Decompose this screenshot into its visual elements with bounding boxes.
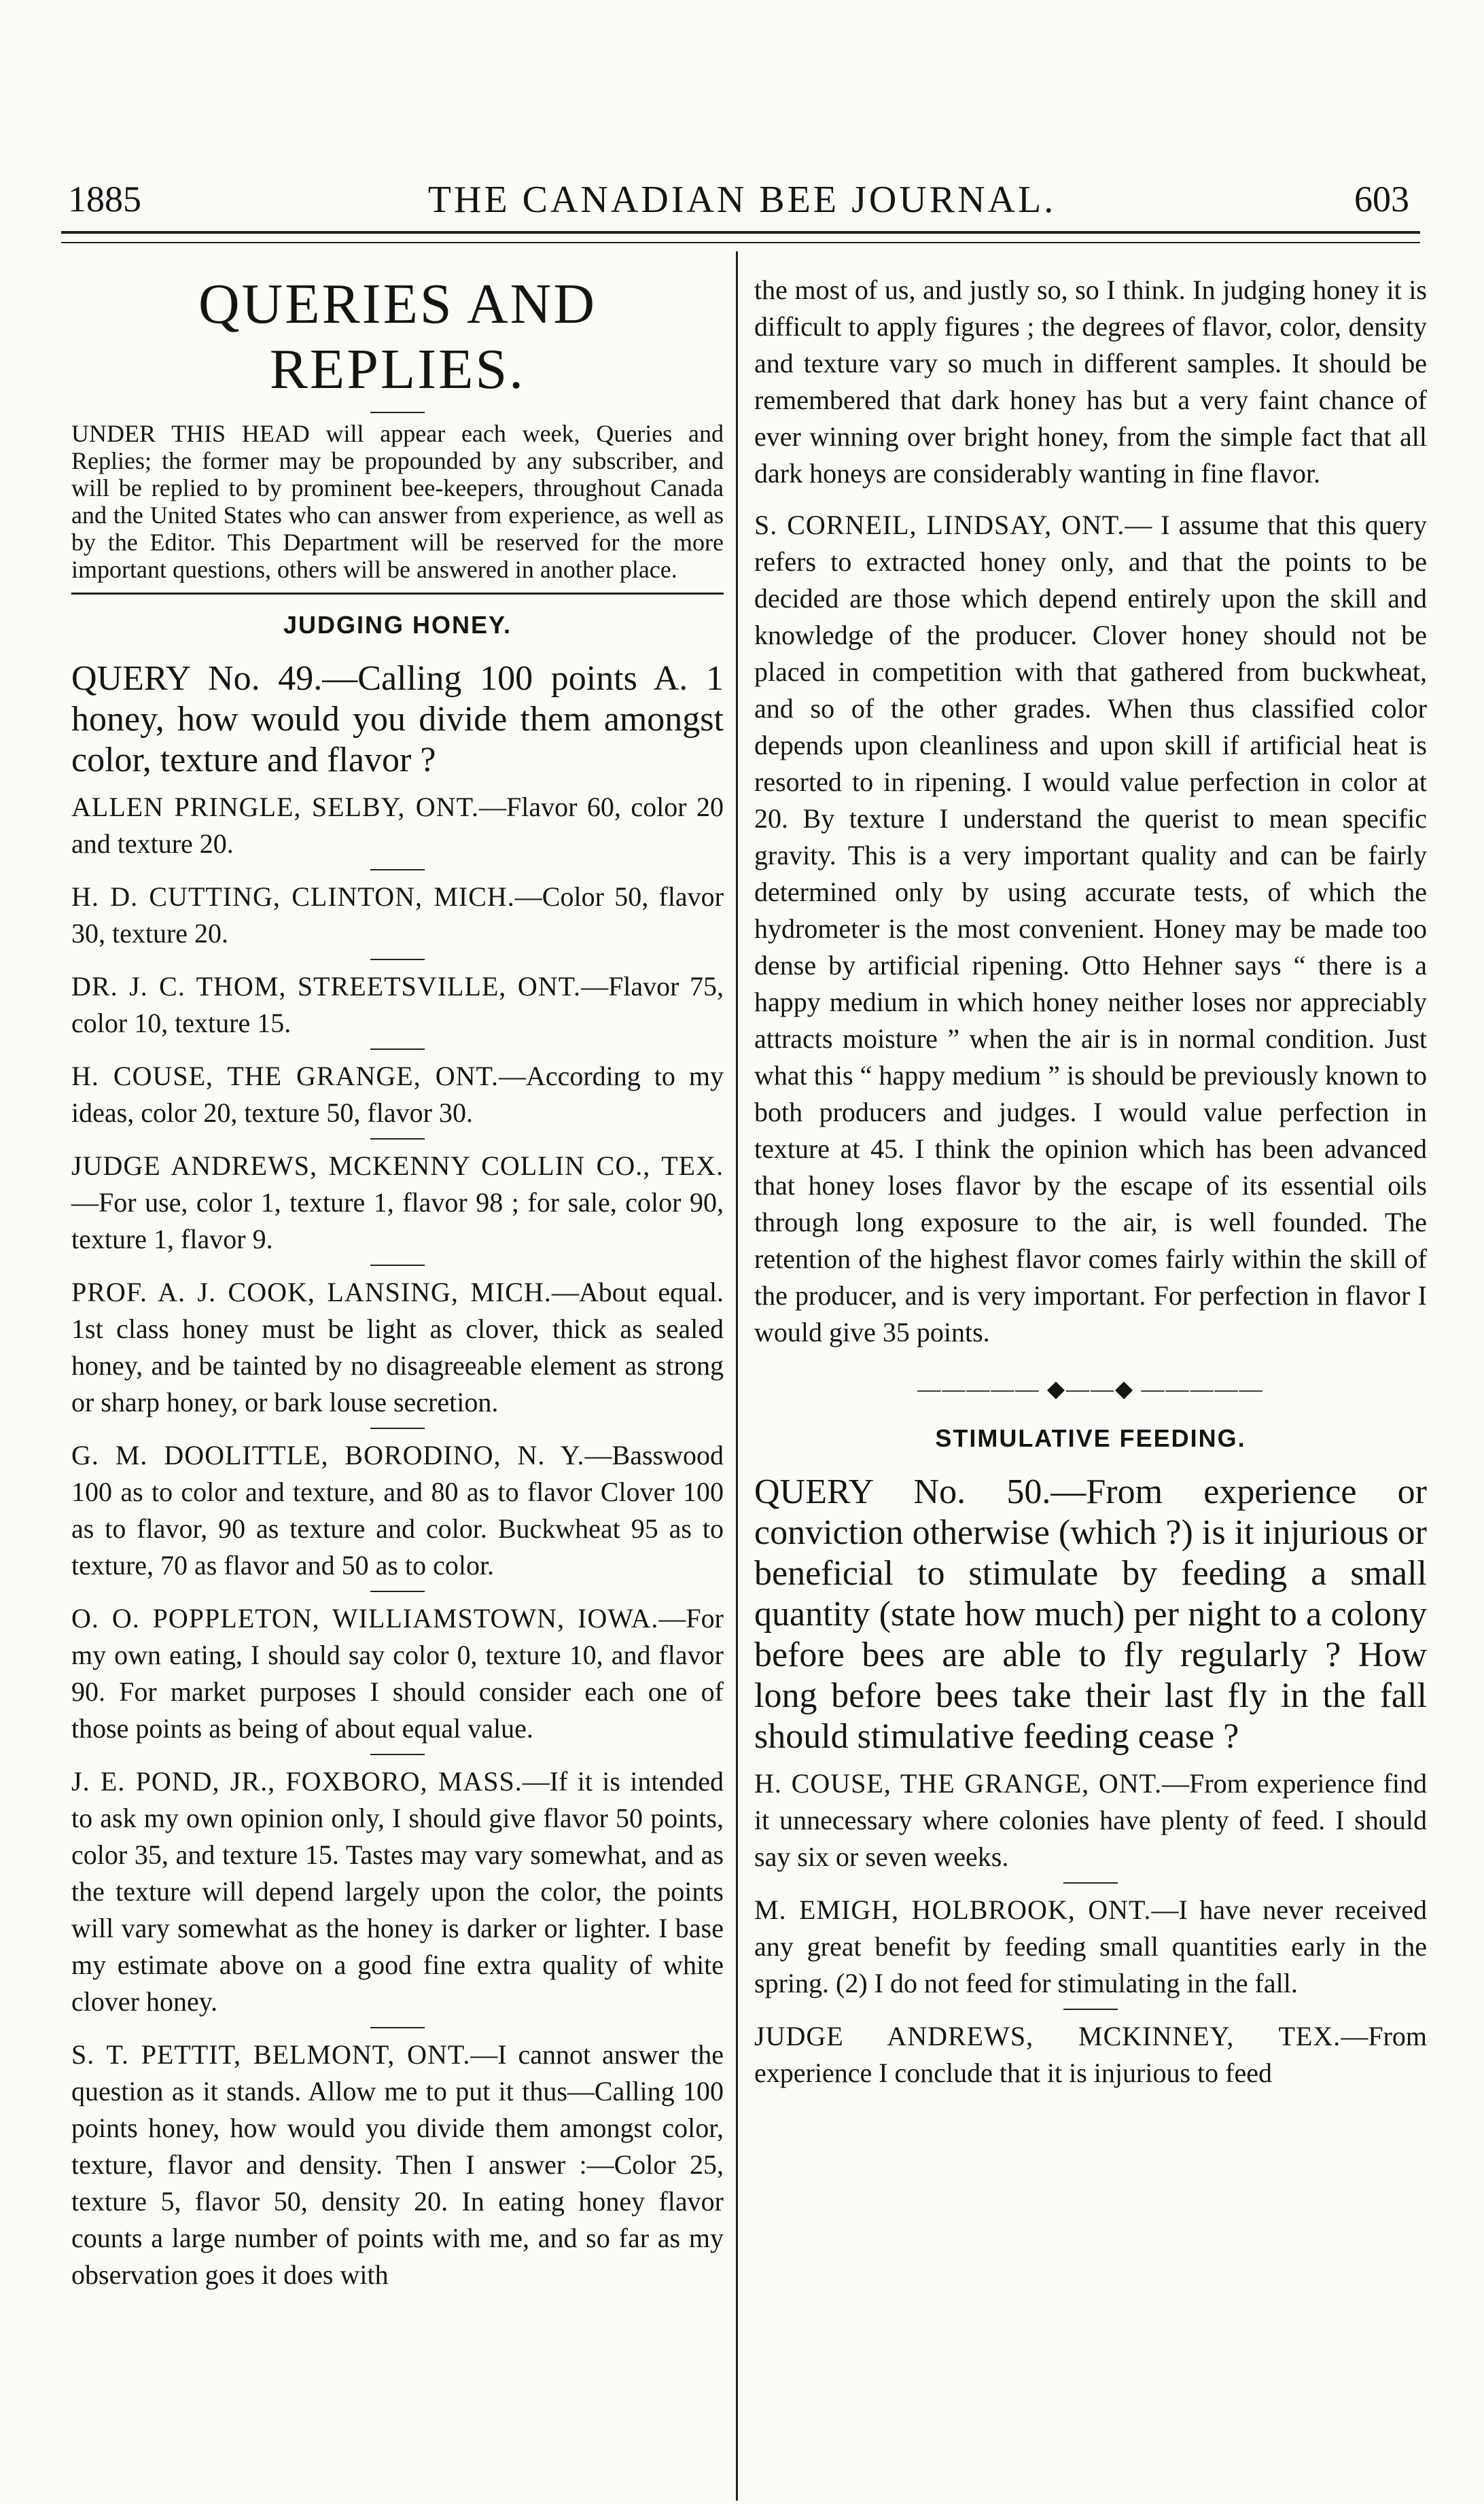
divider [370,2027,425,2028]
reply-text: — I assume that this query refers to extracted honey only, and that the points to be decided are those which depend entirely upon the skill and knowledge of the producer. Clover honey should not be placed in competition with that gathered from buckwheat, and so of the other grades. When thus classified color depends upon cleanliness and upon skill if artificial heat is resorted to in ripening. I would value perfection in color at 20. By texture I understand the querist to mean specific gravity. This is a very important quality and can be fairly determined only by using accurate tests, of which the hydrometer is the most convenient. Honey may be made too dense by artificial ripening. Otto Hehner says “ there is a happy medium in which honey neither loses nor appreciably attracts moisture ” when the air is in normal condition. Just what this “ happy medium ” is should be previously known to both producers and judges. I would value perfection in texture at 45. I think the opinion which has been advanced that honey loses flavor by the escape of its essential oils through long exposure to the air, is well founded. The retention of the highest flavor comes fairly within the skill of the producer, and is very important. For perfection in flavor I would give 35 points. [754,510,1427,1347]
reply-text: —For my own eating, I should say color 0, texture 10, and flavor 90. For market purposes I should consider each one of those points as being of about equal value. [71,1603,724,1744]
reply-text: —I cannot answer the question as it stands. Allow me to put it thus—Calling 100 points honey, how would you divide them amongst color, texture, flavor and density. Then I answer :—Color 25, texture 5, flavor 50, density 20. In eating honey flavor counts a large number of points with me, and so far as my observation goes it does with [71,2039,724,2290]
reply-author: S. CORNEIL, LINDSAY, ONT. [754,510,1125,540]
reply-author: JUDGE ANDREWS, MCKINNEY, TEX. [754,2021,1341,2051]
divider [370,412,425,413]
reply-author: ALLEN PRINGLE, SELBY, ONT. [71,792,480,822]
reply-author: PROF. A. J. COOK, LANSING, MICH. [71,1277,552,1307]
query-text: QUERY No. 50.—From experience or conviction otherwise (which ?) is it injurious or beneficial to stimulate by feeding a small quantity (state how much) per night to a colony before bees are able to fly regularly ? How long before bees take their last fly in the fall should stimulative feeding cease ? [754,1473,1427,1756]
section-intro: UNDER THIS HEAD will appear each week, Queries and Replies; the former may be propounded by any subscriber, and will be replied to by prominent bee-keepers, throughout Canada and the United States who can answer from experience, as well as by the Editor. This Department will be reserved for the more important questions, others will be answered in another place. [71,420,724,583]
reply-paragraph [71,789,724,862]
divider [370,1138,425,1140]
reply-author: DR. J. C. THOM, STREETSVILLE, ONT. [71,971,582,1002]
divider [1063,1882,1118,1884]
divider [1063,2009,1118,2010]
divider [370,1265,425,1266]
reply-paragraph [754,1892,1427,2002]
header-rule-thin [61,242,1420,243]
reply-text: —For use, color 1, texture 1, flavor 98 ; for sale, color 90, texture 1, flavor 9. [71,1187,724,1254]
reply-author: O. O. POPPLETON, WILLIAMSTOWN, IOWA. [71,1603,659,1634]
header-rule [61,231,1420,234]
reply-paragraph [71,2036,724,2293]
reply-paragraph [754,1765,1427,1875]
header-year: 1885 [68,179,141,219]
left-column [71,272,724,2293]
column-divider [736,251,738,2501]
reply-paragraph [71,1148,724,1258]
reply-text: —According to my ideas, color 20, texture 50, flavor 30. [71,1061,724,1128]
divider [71,593,724,595]
reply-text: —About equal. 1st class honey must be light as clover, thick as sealed honey, and be tainted by no disagreeable element as strong or sharp honey, or bark louse secretion. [71,1277,724,1417]
reply-continuation: the most of us, and justly so, so I think. In judging honey it is difficult to apply figures ; the degrees of flavor, color, density and texture vary so much in different samples. It should be remembered that dark honey has but a very faint chance of ever winning over bright honey, from the simple fact that all dark honeys are considerably wanting in fine flavor. [754,275,1427,489]
divider [370,1591,425,1592]
reply-author: H. COUSE, THE GRANGE, ONT. [754,1768,1163,1799]
reply-text: —Flavor 75, color 10, texture 15. [71,971,724,1038]
reply-author: M. EMIGH, HOLBROOK, ONT. [754,1894,1152,1925]
reply-author: G. M. DOOLITTLE, BORODINO, N. Y. [71,1440,585,1470]
reply-paragraph [71,1763,724,2020]
journal-title: THE CANADIAN BEE JOURNAL. [427,179,1057,221]
reply-author: J. E. POND, JR., FOXBORO, MASS. [71,1766,523,1797]
divider [370,1048,425,1050]
reply-author: H. D. CUTTING, CLINTON, MICH. [71,881,515,912]
reply-text: —Color 50, flavor 30, texture 20. [71,881,724,949]
ornament-divider: ————— ◆——◆ ————— [917,1377,1264,1402]
section-title: QUERIES AND REPLIES. [198,272,597,401]
reply-paragraph [71,879,724,952]
reply-paragraph [71,1274,724,1421]
reply-text: —Flavor 60, color 20 and texture 20. [71,792,724,859]
divider [370,1428,425,1429]
reply-paragraph [71,1600,724,1747]
reply-paragraph [71,968,724,1042]
reply-author: JUDGE ANDREWS, MCKENNY COLLIN CO., TEX. [71,1150,724,1181]
reply-text: —If it is intended to ask my own opinion only, I should give flavor 50 points, color 35, and texture 15. Tastes may vary somewhat, and as the texture will depend largely upon the color, the points will vary somewhat as the honey is darker or lighter. I base my estimate above on a good fine extra quality of white clover honey. [71,1766,724,2017]
divider [370,1754,425,1755]
reply-text: —From experience I conclude that it is injurious to feed [754,2021,1427,2088]
reply-author: H. COUSE, THE GRANGE, ONT. [71,1061,499,1091]
article-subhead: STIMULATIVE FEEDING. [935,1424,1246,1452]
reply-paragraph [71,1058,724,1131]
reply-paragraph [71,1437,724,1584]
reply-paragraph [754,507,1427,1351]
right-column [754,272,1427,2092]
divider [370,959,425,960]
divider [370,869,425,870]
page-number: 603 [1354,179,1409,219]
reply-text: —Basswood 100 as to color and texture, and 80 as to flavor Clover 100 as to flavor, 90 as texture and color. Buckwheat 95 as to texture, 70 as flavor and 50 as to color. [71,1440,724,1581]
query-text: QUERY No. 49.—Calling 100 points A. 1 honey, how would you divide them amongst color, texture and flavor ? [71,659,724,779]
reply-author: S. T. PETTIT, BELMONT, ONT. [71,2039,471,2070]
reply-text: —From experience find it unnecessary where colonies have plenty of feed. I should say six or seven weeks. [754,1768,1427,1872]
article-subhead: JUDGING HONEY. [283,611,512,639]
reply-paragraph [754,2018,1427,2092]
reply-text: —I have never received any great benefit by feeding small quantities early in the spring. (2) I do not feed for stimulating in the fall. [754,1894,1428,1998]
